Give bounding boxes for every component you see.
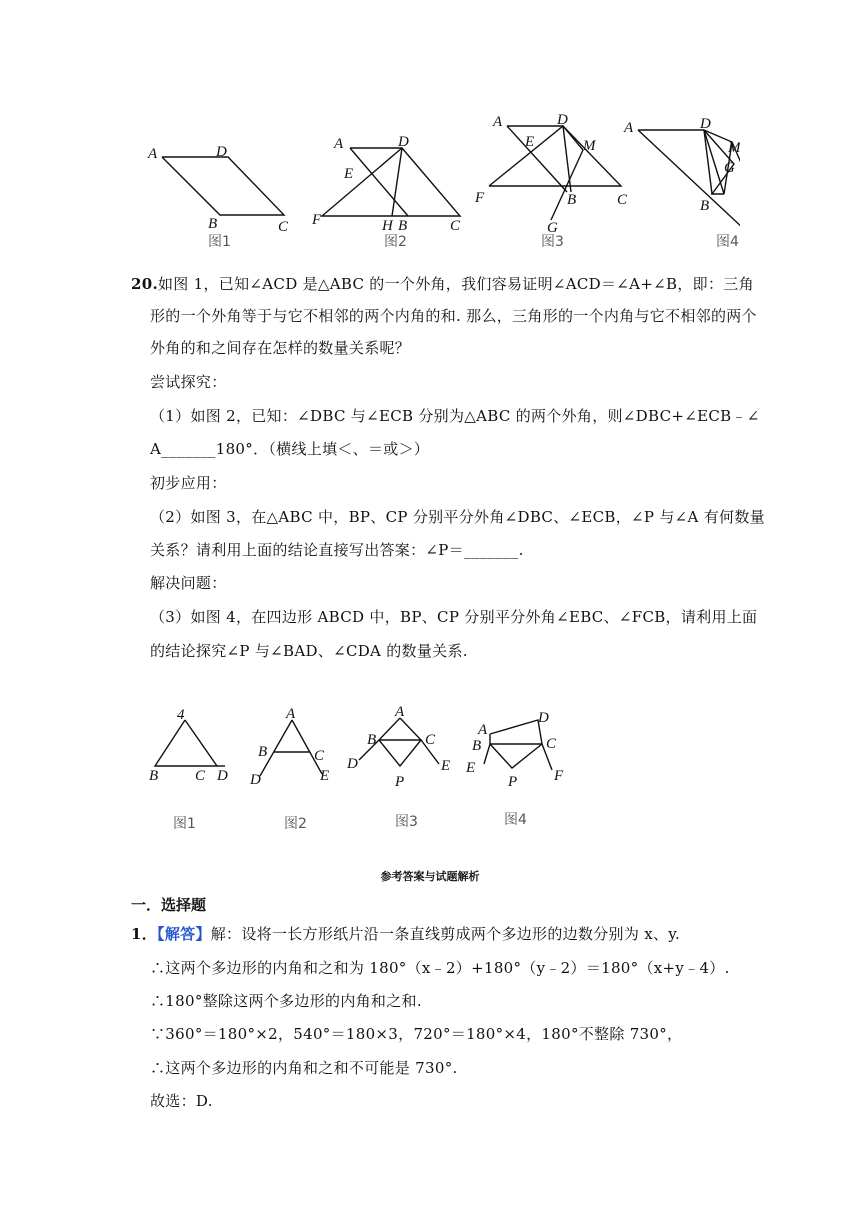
bottom-figure-4	[462, 700, 582, 834]
question-intro-3: 外角的和之间存在怎样的数量关系呢？	[150, 339, 411, 357]
fig-label: F	[312, 212, 322, 228]
answer-item-number: 1．	[131, 925, 158, 943]
answer-line-3: ∴180°整除这两个多边形的内角和之和.	[150, 992, 422, 1010]
figure-caption: 图3	[395, 814, 418, 830]
part3-line-2: 的结论探究∠P 与∠BAD、∠CDA 的数量关系.	[150, 642, 468, 660]
fig-label: D	[216, 144, 227, 160]
figure-caption: 图3	[541, 234, 564, 250]
fig-label: C	[195, 768, 206, 784]
answer-line-6: 故选：D.	[150, 1092, 213, 1110]
fig-label: F	[554, 768, 564, 784]
top-figure-1	[140, 130, 300, 254]
question-20-line-1	[131, 273, 754, 295]
bottom-figure-3	[345, 700, 455, 834]
figure-caption: 图1	[173, 816, 196, 832]
bottom-figure-2-svg	[248, 704, 338, 834]
fig-label: A	[395, 704, 405, 720]
fig-label: D	[347, 756, 358, 772]
fig-label: D	[557, 112, 568, 128]
fig-label: A	[334, 136, 344, 152]
fig-label: F	[475, 190, 485, 206]
answer-tag: 【解答】	[157, 925, 211, 943]
fig-label: D	[250, 772, 261, 788]
fig-label: E	[466, 760, 476, 776]
fig-label: B	[472, 738, 482, 754]
figure-caption: 图4	[716, 234, 739, 250]
solve-heading: 解决问题：	[150, 574, 227, 592]
top-figure-2-svg	[310, 130, 480, 250]
fig-label: C	[617, 192, 628, 208]
fig-label: B	[700, 198, 710, 214]
question-intro-1: 如图 1，已知∠ACD 是△ABC 的一个外角，我们容易证明∠ACD＝∠A+∠B，即：三角	[158, 275, 754, 293]
fig-label: D	[217, 768, 228, 784]
top-figure-4-svg	[620, 112, 740, 250]
figure-caption: 图2	[284, 816, 307, 832]
apply-heading: 初步应用：	[150, 474, 227, 492]
fig-label: P	[508, 774, 518, 790]
fig-label: A	[493, 114, 503, 130]
bottom-figure-3-svg	[345, 700, 455, 830]
fig-label: B	[208, 216, 218, 232]
answer-line-1	[131, 923, 680, 945]
fig-label: B	[149, 768, 159, 784]
fig-label: C	[450, 218, 461, 234]
fig-label: B	[398, 218, 408, 234]
bottom-figure-4-svg	[462, 700, 582, 830]
fig-label: C	[314, 748, 325, 764]
fig-label: C	[546, 736, 557, 752]
fig-label: E	[344, 166, 354, 182]
fig-label: E	[441, 758, 451, 774]
fig-label: B	[367, 732, 377, 748]
answer-line-4: ∵360°＝180°×2，540°＝180×3，720°＝180°×4，180°不整除 730°，	[150, 1025, 683, 1043]
fig-label: A	[624, 120, 634, 136]
fig-label: 4	[177, 707, 185, 723]
answer-title: 参考答案与试题解析	[380, 870, 480, 883]
fig-label: E	[320, 768, 330, 784]
fig-label: A	[286, 706, 296, 722]
fig-label: D	[538, 710, 549, 726]
bottom-figure-1	[145, 704, 235, 838]
bottom-figure-2	[248, 704, 338, 838]
fig-label: M	[728, 140, 740, 156]
top-figure-4	[620, 112, 740, 250]
question-intro-2: 形的一个外角等于与它不相邻的两个内角的和. 那么，三角形的一个内角与它不相邻的两个	[150, 307, 757, 325]
fig-label: C	[425, 732, 436, 748]
fig-label: D	[398, 134, 409, 150]
section-heading: 一．选择题	[131, 896, 207, 914]
fig-label: E	[525, 134, 535, 150]
part3-line-1: （3）如图 4，在四边形 ABCD 中，BP、CP 分别平分外角∠EBC、∠FCB，请利用上面	[150, 608, 758, 626]
fig-label: B	[258, 744, 268, 760]
question-number: 20.	[131, 275, 158, 293]
top-figure-1-svg	[140, 130, 300, 250]
fig-label: H	[382, 218, 393, 234]
fig-label: A	[148, 146, 158, 162]
bottom-figure-1-svg	[145, 704, 235, 834]
answer-line-5: ∴这两个多边形的内角和之和不可能是 730°.	[150, 1059, 458, 1077]
answer-line-2: ∴这两个多边形的内角和之和为 180°（x﹣2）+180°（y﹣2）＝180°（x+y﹣4）.	[150, 959, 730, 977]
part2-line-1: （2）如图 3，在△ABC 中，BP、CP 分别平分外角∠DBC、∠ECB，∠P 与∠A 有何数量	[150, 508, 765, 526]
part2-line-2: 关系？请利用上面的结论直接写出答案：∠P＝_______.	[150, 541, 524, 559]
fig-label: A	[478, 722, 488, 738]
top-figure-2	[310, 130, 480, 254]
fig-label: M	[583, 138, 596, 154]
figure-caption: 图1	[208, 234, 231, 250]
part1-line-2: A_______180°．（横线上填＜、＝或＞）	[150, 440, 430, 458]
figure-caption: 图4	[504, 812, 527, 828]
part1-line-1: （1）如图 2，已知：∠DBC 与∠ECB 分别为△ABC 的两个外角，则∠DBC+∠ECB﹣∠	[150, 407, 760, 425]
answer-text-1: 解：设将一长方形纸片沿一条直线剪成两个多边形的边数分别为 x、y.	[210, 925, 681, 943]
try-heading: 尝试探究：	[150, 373, 227, 391]
fig-label: G	[724, 160, 735, 176]
fig-label: P	[395, 774, 405, 790]
figure-caption: 图2	[384, 234, 407, 250]
fig-label: G	[547, 220, 558, 236]
fig-label: B	[567, 192, 577, 208]
fig-label: C	[278, 219, 289, 235]
fig-label: D	[700, 116, 711, 132]
